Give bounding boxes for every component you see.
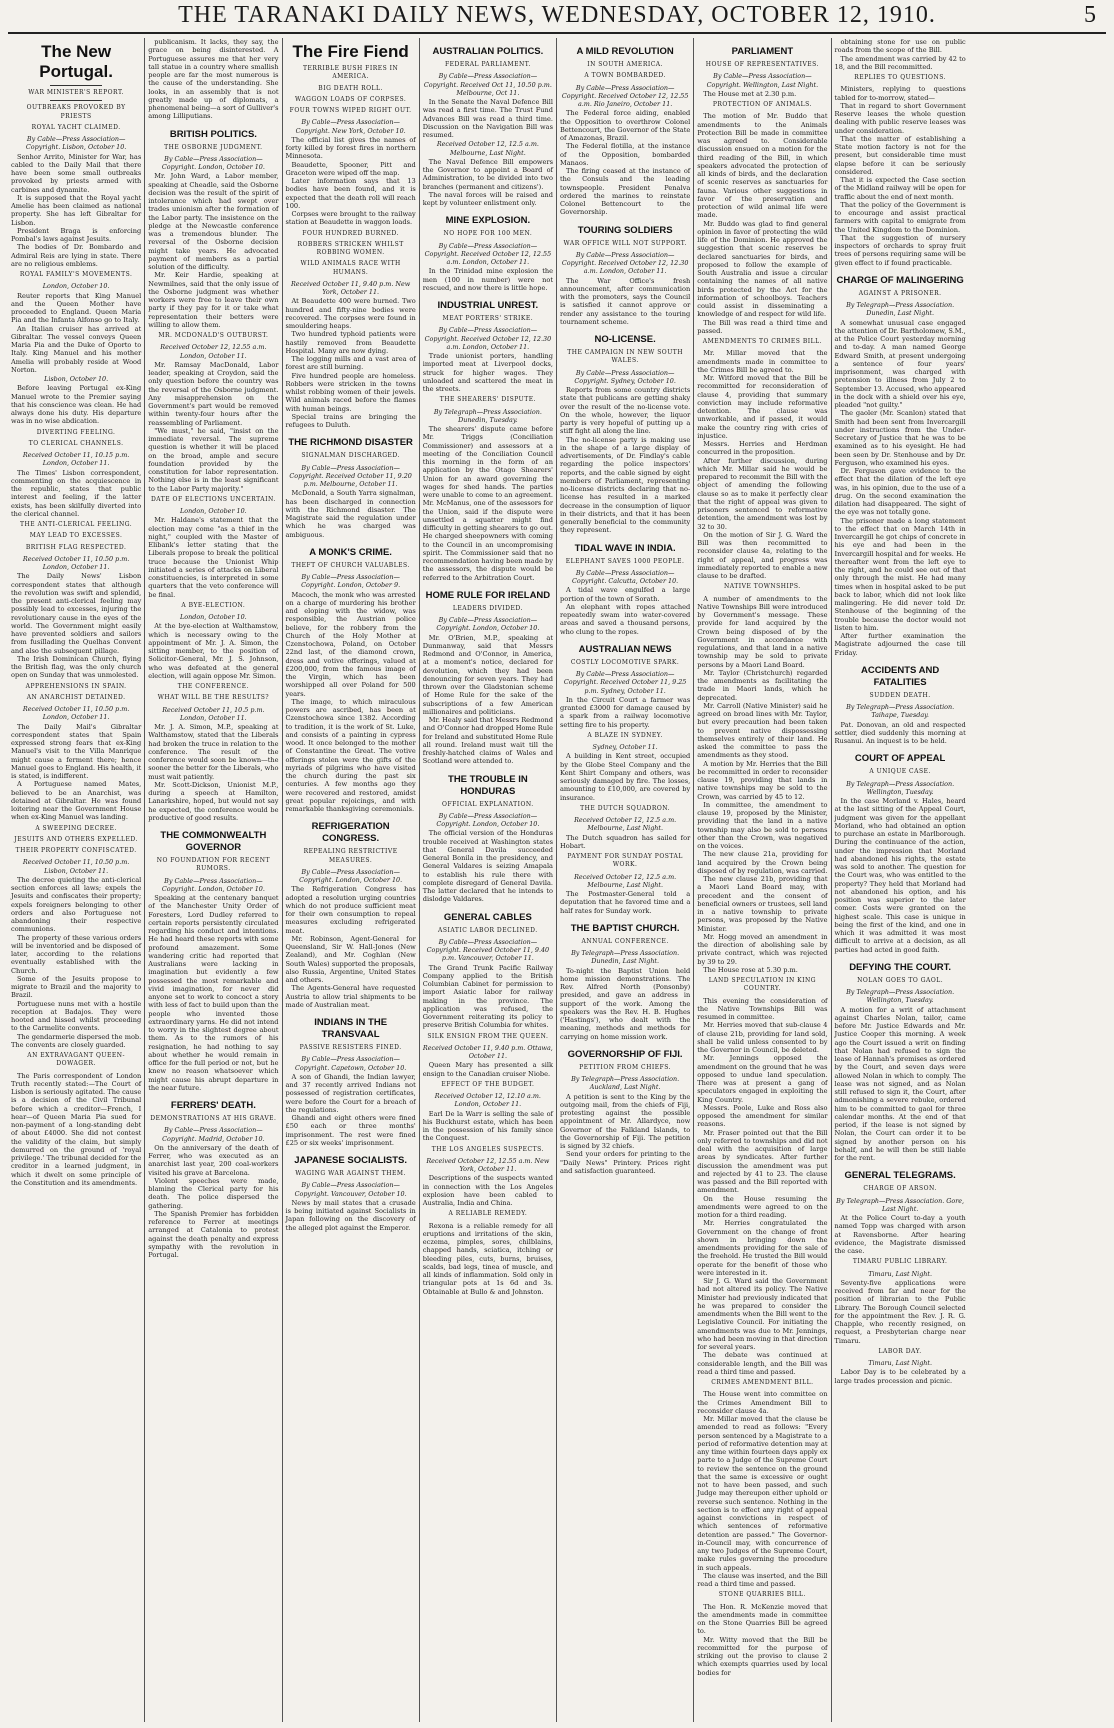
paragraph: Mr. J. A. Simon, M.P., speaking at Walthamstow, stated that the Liberals had broken the truce in relation to the conference. The result of the conference would soon be known—the sooner the better for the Liberals, who must wait patiently. bbox=[148, 723, 279, 781]
subheading: WAR MINISTER'S REPORT. bbox=[28, 89, 124, 96]
dateline: Received October 12, 12.55 a.m. New York, October 11. bbox=[426, 1156, 550, 1173]
paragraph: The logging mills and a vast area of forest are still burning. bbox=[285, 355, 416, 372]
byline: By Cable—Press Association—Copyright. Received October 12, 12.30 a.m. London, October 11. bbox=[561, 250, 689, 276]
paragraph: The Spanish Premier has forbidden reference to Ferrer at meetings arranged at Catalonia to protest against the death penalty and express sympathy with the revolution in Portugal. bbox=[148, 1209, 279, 1259]
subheading: ASIATIC LABOR DECLINED. bbox=[438, 926, 538, 934]
paragraph: Seventy-five applications were received from far and near for the position of librarian to the Public Library. The Borough Council selected for the appointment the Rev. J. R. G. Chapple, who recently resigned, on request, a Presbyterian charge near Timaru. bbox=[834, 1278, 966, 1345]
paragraph: The Postmaster-General told a deputation that he favored time and a half rates for Sunday work. bbox=[560, 890, 691, 915]
subheading: REPLIES TO QUESTIONS. bbox=[854, 74, 947, 81]
paragraph: Senhor Arrito, Minister for War, has cabled to the Daily Mail that there have been some small outbreaks provoked by priests armed with carbines and dynamite. bbox=[11, 152, 142, 194]
subheading: NO FOUNDATION FOR RECENT RUMORS. bbox=[156, 857, 271, 873]
paragraph: "We must," he said, "insist on the immediate reversal. The supreme question is whether it will be placed on the broad, ample and secure foundation provided by the constitution for labor representation. Nothing else is in the least significant to the Labor Party majority." bbox=[148, 426, 279, 493]
byline: By Cable—Press Association—Copyright. Received October 11, 9.40 p.m. Vancouver, October 11. bbox=[426, 937, 550, 963]
headline: A MILD REVOLUTION bbox=[576, 46, 674, 57]
paragraph: Mr. Witford moved that the Bill be recommitted for reconsideration of clause 4, providing that summary conviction may include reformative detention. The clause was unworkable, and if passed, it would make the country ring with cries of injustice. bbox=[697, 374, 828, 440]
paragraph: Mr. Robinson, Agent-General for Queensland, Sir W. Hall-Jones (New Zealand), and Mr. Coghlan (New South Wales) supported the proposals, also Russia, Argentine, United States and others. bbox=[285, 934, 416, 984]
subheading: PAYMENT FOR SUNDAY POSTAL WORK. bbox=[567, 853, 683, 869]
paragraph: Mr. Buddo was glad to find general opinion in favor of protecting the wild life of the Dominion. He approved the suggestion that scenic reserves be declared sanctuaries for birds, and proposed to follow the example of South Australia and issue a circular containing the names of all native birds protected by the Act for the information of schoolboys. Teachers could assist in disseminating a knowledge of and respect for wild life. bbox=[697, 219, 828, 319]
dateline: London, October 10. bbox=[180, 613, 247, 621]
subheading: CHARGE OF ARSON. bbox=[863, 1185, 937, 1193]
subheading: OUTBREAKS PROVOKED BY PRIESTS bbox=[26, 104, 126, 120]
paragraph: Some of the Jesuits propose to migrate to Brazil and the majority to Brazil. bbox=[11, 974, 142, 1000]
dateline: London, October 10. bbox=[42, 282, 110, 291]
subheading: TIMARU PUBLIC LIBRARY. bbox=[852, 1258, 948, 1266]
subheading: NOLAN GOES TO GAOL. bbox=[857, 976, 944, 984]
paragraph: Labor Day is to be celebrated by a large trades procession and picnic. bbox=[834, 1368, 966, 1385]
subheading: LAND SPECULATION IN KING COUNTRY. bbox=[708, 977, 817, 993]
column-2 bbox=[145, 38, 282, 1722]
paragraph: The gaoler (Mr. Scanlon) stated that Smith had been sent from Invercargill under instructions from the Under-Secretary of Justice that he was to be examined as to his eyesight. He had been seen by Dr. Stenhouse and by Dr. Ferguson, who examined his eyes. bbox=[834, 409, 966, 467]
paragraph: The Bill was read a third time and passed. bbox=[697, 318, 828, 335]
paragraph: Dr. Ferguson gave evidence to the effect that the dilation of the left eye was, in his opinion, due to the use of a drug. On the second examination the dilation had disappeared. The sight of the eye was not totally gone. bbox=[834, 467, 966, 517]
paragraph: Ghandi and eight others were fined £50 each or three months' imprisonment. The rest were fined £25 or six weeks' imprisonment. bbox=[285, 1114, 416, 1147]
byline: By Cable—Press Association—Copyright. London, October 10. bbox=[161, 154, 265, 171]
paragraph: An Italian cruiser has arrived at Gibraltar. The vessel conveys Queen Maria Pia and the Duke of Oporto to Italy. King Manuel and his mother Amelia will probably reside at Wood Norton. bbox=[11, 324, 142, 374]
subheading: WAGING WAR AGAINST THEM. bbox=[295, 1170, 406, 1177]
paragraph: A petition is sent to the King by the outgoing mail, from the chiefs of Fiji, protesting against the possible appointment of Mr. Allardyce, now Governor of the Falkland Islands, to the Governorship of Fiji. The petition is signed by 32 chiefs. bbox=[560, 1092, 691, 1150]
headline: THE BAPTIST CHURCH. bbox=[570, 922, 680, 934]
subheading: WAGGON LOADS OF CORPSES. bbox=[294, 95, 407, 103]
subheading: THE DUTCH SQUADRON. bbox=[580, 804, 671, 812]
paragraph: Mr. John Ward, a Labor member, speaking at Cheadle, said the Osborne decision was the result of the spirit of intolerance which had swept over trades unionism after the formation of the Labor party. The insistence on the pledge at the Newcastle conference was a tremendous blunder. The reversal of the Osborne decision might take years. He advocated payment of members as a partial solution of the difficulty. bbox=[148, 172, 279, 271]
subheading: HOUSE OF REPRESENTATIVES. bbox=[705, 61, 819, 68]
byline: By Cable—Press Association—Copyright. New York, October 10. bbox=[295, 118, 406, 135]
headline: TOURING SOLDIERS bbox=[577, 224, 673, 236]
paragraph: Reuter reports that King Manuel and the Queen Mother have proceeded to England. Queen Maria Pia and the Infanta Alfonso go to Italy. bbox=[11, 291, 142, 325]
headline: JAPANESE SOCIALISTS. bbox=[294, 1155, 408, 1166]
byline: By Cable—Press Association—Copyright. Received October 11, 9.25 p.m. Sydney, October 11. bbox=[563, 670, 687, 695]
subheading: ROYAL FAMILY'S MOVEMENTS. bbox=[19, 271, 133, 278]
headline: INDUSTRIAL UNREST. bbox=[437, 300, 539, 311]
subheading: A RELIABLE REMEDY. bbox=[448, 1210, 528, 1218]
subheading: WHAT WILL BE THE RESULTS? bbox=[157, 694, 270, 702]
paragraph: The Paris correspondent of London Truth recently stated:—The Court of Lisbon is seriously agitated. The cause is a decision of the Civil Tribunal before which a creditor—French, I hear—of Queen Maria Pia sued for non-payment of a long-standing debt of about £4000. She did not contest the validity of the claim, but simply demurred on the ground of 'royal privilege.' The tribunal decided for the creditor in a learned judgment, in which it dwelt on some principle of the Constitution and its amendments. bbox=[11, 1071, 142, 1187]
subheading: A UNIQUE CASE. bbox=[869, 768, 931, 776]
dateline: Received October 12, 12.5 a.m. Melbourne, Last Night. bbox=[574, 816, 677, 833]
paragraph: The firing ceased at the instance of the Consuls and the leading townspeople. President Penalva ordered the marines to reinstate Colonel Bettencourt to the Governorship. bbox=[560, 167, 691, 217]
paragraph: Five hundred people are homeless. Robbers were stricken in the towns whilst robbing women of their jewels. Wild animals raced before the flames with human beings. bbox=[285, 371, 416, 413]
paragraph: The property of these various orders will be inventoried and be disposed of later, according to the relations eventually established with the Church. bbox=[11, 933, 142, 975]
paragraph: Mr. Witty moved that the Bill be recommitted for the purpose of striking out the proviso to clause 2 which exempts quarries used by local bodies for bbox=[697, 1635, 828, 1677]
paragraph: Mr. Haldane's statement that the election may come "as a thief in the night," coupled with the Master of Elibank's letter stating that the Liberals propose to break the political truce because the Unionist Whip initiated a series of attacks on Liberal constituencies, is interpreted in some quarters that the veto conference will be final. bbox=[148, 516, 279, 599]
paragraph: To-night the Baptist Union held home mission demonstrations. The Rev. Alfred North (Ponsonby) presided, and gave an address in support of the work. Among the speakers was the Rev. H. B. Hughes ('Hastings'), who dealt with the meaning, methods and methods for carrying on home mission work. bbox=[560, 966, 691, 1041]
paragraph: The Refrigeration Congress has adopted a resolution urging countries which do not produce sufficient meat for their own consumption to repeal measures excluding refrigerated meat. bbox=[285, 885, 416, 935]
subheading: ANNUAL CONFERENCE. bbox=[581, 937, 669, 945]
paragraph: The Federal flotilla, at the instance of the Opposition, bombarded Manaos. bbox=[560, 142, 691, 167]
subheading: COSTLY LOCOMOTIVE SPARK. bbox=[570, 658, 680, 666]
paragraph: That it is expected the Case section of the Midland railway will be open for traffic about the end of next month. bbox=[834, 176, 966, 201]
subheading: ROYAL YACHT CLAIMED. bbox=[31, 123, 121, 131]
column-6 bbox=[694, 38, 831, 1722]
headline: COURT OF APPEAL bbox=[854, 753, 946, 765]
headline: DEFYING THE COURT. bbox=[849, 961, 952, 973]
paragraph: The amendment was carried by 42 to 18, and the Bill recommitted. bbox=[834, 54, 966, 71]
paragraph: Macoch, the monk who was arrested on a charge of murdering his brother and eloping with the widow, was responsible, the Austrian police believe, for the robbery from the Church of the Holy Mother at Czenstochowa, Poland, on October 22nd last, of the diamond crown, dress and votive offerings, valued at £200,000, from the famous image of the Virgin, which has been worshipped all over Poland for 500 years. bbox=[285, 590, 416, 698]
subheading: AN EXTRAVAGANT QUEEN-DOWAGER. bbox=[27, 1052, 125, 1068]
paragraph: Beaudette, Spooner, Pitt and Graceton were wiped off the map. bbox=[285, 160, 416, 177]
paragraph: Reports from some country districts state that publicans are getting shaky over the result of the no-license vote. On the whole, however, the liquor party is very hopeful of putting up a stiff fight all along the line. bbox=[560, 386, 691, 436]
byline: By Telegraph—Press Association. Dunedin, Last Night. bbox=[846, 301, 955, 318]
paragraph: That the suggestion of nursery inspectors of orchards to spray fruit trees of persons requiring same will be given effect to if found practicable. bbox=[834, 233, 966, 267]
subheading: FEDERAL PARLIAMENT. bbox=[444, 61, 531, 68]
paragraph: At the bye-election at Walthamstow, which is necessary owing to the appointment of Mr. J. A. Simon, the sitting member, to the position of Solicitor-General, Mr. J. S. Johnson, who was defeated at the general election, will again oppose Mr. Simon. bbox=[148, 622, 279, 680]
paragraph: Pat. Donovan, an old and respected settler, died suddenly this morning at Rusanui. An inquest is to be held. bbox=[834, 720, 966, 745]
subheading: IN SOUTH AMERICA. bbox=[587, 61, 664, 68]
dateline: London, October 10. bbox=[180, 507, 247, 515]
subheading: A BLAZE IN SYDNEY. bbox=[587, 731, 663, 739]
subheading: FOUR TOWNS WIPED RIGHT OUT. bbox=[289, 107, 412, 114]
dateline: Timaru, Last Night. bbox=[868, 1359, 933, 1367]
subheading: A SWEEPING DECREE. bbox=[35, 824, 117, 832]
subheading: WAR OFFICE WILL NOT SUPPORT. bbox=[563, 239, 687, 247]
byline: By Cable—Press Association—Copyright. Capetown, October 10. bbox=[294, 1055, 407, 1072]
page-number: 5 bbox=[1084, 2, 1096, 28]
paragraph: An elephant with ropes attached repeatedly swam into water-covered areas and saved a thousand persons, who clung to the ropes. bbox=[560, 602, 691, 636]
headline: FERRERS' DEATH. bbox=[170, 1100, 256, 1111]
subheading: DIVERTING FEELING. bbox=[36, 428, 116, 436]
subheading: TERRIBLE BUSH FIRES IN AMERICA. bbox=[302, 65, 399, 81]
headline: HOME RULE FOR IRELAND bbox=[425, 589, 551, 601]
paragraph: After further discussion, during which Mr. Millar said he would be prepared to recommit the Bill with the object of amending the following clause so as to make it perfectly clear that the right of appeal was given to prisoners sentenced to reformative detention, the amendment was lost by 32 to 30. bbox=[697, 456, 828, 531]
paragraph: A motion by Mr. Herries that the Bill be recommitted in order to reconsider clause 19, providing that lands in native townships may be sold to the Crown, was carried by 45 to 12. bbox=[697, 759, 828, 801]
byline: By Cable—Press Association—Copyright. Received October 12, 12.30 a.m. London, October 11. bbox=[424, 326, 552, 351]
column-4 bbox=[420, 38, 557, 1722]
subheading: THE CONFERENCE. bbox=[177, 683, 250, 690]
byline: By Cable—Press Association—Copyright. Received October 11, 9.20 p.m. Melbourne, October 11. bbox=[289, 463, 412, 488]
paragraph: Queen Mary has presented a silk ensign to the Canadian cruiser Niobe. bbox=[422, 1061, 553, 1078]
subheading: BRITISH FLAG RESPECTED. bbox=[25, 543, 127, 551]
column-3 bbox=[283, 38, 420, 1722]
byline: By Telegraph—Press Association. Auckland, Last Night. bbox=[571, 1075, 680, 1092]
paragraph: Mr. Hogg moved an amendment in the direction of abolishing sale by private contract, which was rejected by 39 to 29. bbox=[697, 932, 828, 966]
paragraph: The Agents-General have requested Austria to allow trial shipments to be made of Australian meat. bbox=[285, 984, 416, 1009]
subheading: LABOR DAY. bbox=[878, 1347, 922, 1355]
byline: By Cable—Press Association—Copyright. Received October 12, 12.55 a.m. Rio Janeiro, October 11. bbox=[561, 83, 689, 108]
headline: PARLIAMENT bbox=[731, 46, 794, 57]
paragraph: Mr. O'Brien, M.P., speaking at Dunmanway, said that Messrs Redmond and O'Connor, in America, at a moment's notice, declared for devolution, which they had been denouncing for seven years. They had thrown over the Gladstonian scheme of Home Rule for the sake of the subscriptions of a few American millionaires and politicians. bbox=[422, 633, 553, 716]
paragraph: The Daily News' Lisbon correspondent states that although the revolution was swift and splendid, the present anti-clerical feeling may possibly lead to excesses, injuring the revolutionary cause in the eyes of the world. The Government might easily have prevented soldiers and sailors from fusillading the Quelhas Convent and also the subsequent pillage. bbox=[11, 572, 142, 655]
paragraph: Ministers, replying to questions tabled for to-morrow, stated— bbox=[834, 85, 966, 102]
subheading: SIGNALMAN DISCHARGED. bbox=[301, 452, 400, 460]
paragraph: Descriptions of the suspects wanted in connection with the Los Angeles explosion have been cabled to Australia, India and China. bbox=[422, 1174, 553, 1207]
subheading: NATIVE TOWNSHIPS. bbox=[724, 583, 801, 591]
paragraph: At the Police Court to-day a youth named Topp was charged with arson at Ravensborne. After hearing evidence, the Magistrate dismissed the case. bbox=[834, 1214, 966, 1255]
headline: NO-LICENSE. bbox=[594, 334, 656, 345]
paragraph: In the case Morland v. Hales, heard at the last sitting of the Appeal Court, judgment was given for the appellant Morland, who had obtained an option to purchase an estate in Marlborough. During the continuance of the action, under the impression that Morland had abandoned his rights, the estate was sold to another. The question for the Court was, who was entitled to the property? They held that Morland had not abandoned his option, and his position was superior to the later comer. Costs were granted on the highest scale. This case is unique in being the first of the kind, and one in which it was admitted it was most difficult to arrive at a decision, as all parties had acted in good faith. bbox=[834, 797, 966, 954]
dateline: Received October 12, 12.55 a.m. London, October 11. bbox=[160, 343, 267, 360]
headline: CHARGE OF MALINGERING bbox=[836, 274, 964, 286]
headline: BRITISH POLITICS. bbox=[169, 128, 257, 140]
masthead bbox=[8, 0, 1106, 34]
subheading: A BYE-ELECTION. bbox=[181, 601, 246, 609]
paragraph: The motion of Mr. Buddo that amendments to the Animals Protection Bill be made in committee was agreed to. Considerable discussion ensued on a motion for the third reading of the Bill, in which speakers advocated the protection of all kinds of birds, and the declaration of scenic reserves as sanctuaries for fauna. Various other suggestions in favor of the preservation and protection of wild animal life were made. bbox=[697, 112, 828, 220]
paragraph: Mr. Healy said that Messrs Redmond and O'Connor had dropped Home Rule for Ireland and substituted Home Rule all round. Ireland must wait till the freshly-hatched claims of Wales and Scotland were attended to. bbox=[422, 716, 553, 766]
subheading: A TOWN BOMBARDED. bbox=[584, 72, 666, 80]
column-5 bbox=[557, 38, 694, 1722]
paragraph: Portuguese nuns met with a hostile reception at Badajos. They were hooted and hissed whilst proceeding to the Carmelite convents. bbox=[11, 999, 142, 1033]
paragraph: The new clause 21a, providing for land acquired by the Crown being disposed of by regulation, was carried. bbox=[697, 850, 828, 875]
byline: By Cable—Press Association—Copyright. Wellington, Last Night. bbox=[706, 72, 819, 89]
paragraph: In the Senate the Naval Defence Bill was read a first time. The Trust Fund Advances Bill was read a third time. Discussion on the Navigation Bill was resumed. bbox=[422, 98, 553, 139]
byline: By Cable—Press Association—Copyright. Vancouver, October 10. bbox=[294, 1181, 407, 1198]
subheading: DATE OF ELECTIONS UNCERTAIN. bbox=[150, 495, 276, 503]
paragraph: Send your orders for printing to the "Daily News" Printery. Prices right and satisfaction guaranteed. bbox=[560, 1150, 691, 1175]
paragraph: That in regard to short Government Reserve leases the whole question dealing with public reserve leases was under consideration. bbox=[834, 101, 966, 135]
paragraph: Mr. Herries congratulated the Government on the change of front shown in bringing down the amendments providing for the sale of the freehold. He trusted the Bill would operate for the benefit of those who were interested in it. bbox=[697, 1219, 828, 1277]
paragraph: Mr. Carroll (Native Minister) said he agreed on broad lines with Mr. Taylor, but every precaution had been taken to prevent native dispossessing themselves entirely of their land. He asked the committee to pass the amendments as they stood. bbox=[697, 701, 828, 760]
paragraph: The Irish Dominican Church, flying the British flag, was the only church open on Sunday that was unmolested. bbox=[11, 654, 142, 680]
paragraph: Mr. Keir Hardie, speaking at Newmilnes, said that the only issue of the Osborne judgment was whether workers were free to leave their own party if they pay for it or take what representation their betters were willing to allow them. bbox=[148, 271, 279, 329]
paragraph: The official version of the Honduras trouble received at Washington states that General Davila succeeded General Bonila in the presidency, and General Valdares is seizing Amapala to establish his rule there with complete disregard of General Davila. The latter declared that he intends to dislodge Valdares. bbox=[422, 829, 553, 904]
subheading: CRIMES AMENDMENT BILL. bbox=[711, 1379, 814, 1386]
dateline: Received October 11, 9.40 p.m. Ottawa, October 11. bbox=[422, 1043, 553, 1060]
subheading: APPREHENSIONS IN SPAIN. bbox=[25, 682, 127, 690]
paragraph: The gendarmerie dispersed the mob. The convents are closely guarded. bbox=[11, 1032, 142, 1049]
paragraph: It is supposed that the Royal yacht Amelie has been claimed as national property. She has left Gibraltar for Lisbon. bbox=[11, 193, 142, 227]
paragraph: The official list gives the names of forty killed by forest fires in northern Minnesota. bbox=[285, 135, 416, 161]
subheading: TO CLERICAL CHANNELS. bbox=[28, 439, 124, 447]
subheading: AMENDMENTS TO CRIMES BILL. bbox=[702, 338, 822, 345]
subheading: PROTECTION OF ANIMALS. bbox=[712, 101, 812, 108]
paragraph: Messrs. Herries and Herdman concurred in the proposition. bbox=[697, 440, 828, 457]
paragraph: Later information says that 13 bodies have been found, and it is expected that the death roll will reach 100. bbox=[285, 177, 416, 210]
dateline: Received October 12, 12.5 a.m. Melbourne, Last Night. bbox=[436, 140, 539, 157]
newspaper-title: THE TARANAKI DAILY NEWS, WEDNESDAY, OCTOBER 12, 1910. bbox=[178, 2, 936, 28]
subheading: STONE QUARRIES BILL. bbox=[718, 1591, 806, 1599]
paragraph: The decree quieting the anti-clerical section enforces all laws; expels the Jesuits and confiscates their property; expels foreigners belonging to other orders and also Portuguese not abandoning their respective communions. bbox=[11, 875, 142, 934]
byline: By Telegraph—Press Association. Dunedin, Last Night. bbox=[571, 949, 680, 966]
byline: By Telegraph—Press Association. Wellington, Tuesday. bbox=[846, 988, 955, 1005]
byline: By Cable—Press Association—Copyright. London, October 10. bbox=[299, 867, 403, 884]
byline: By Cable—Press Association—Copyright. London, October 10. bbox=[436, 616, 540, 633]
paragraph: Speaking at the centenary banquet of the Manchester Unity Order of Foresters, Lord Dudley referred to certain reports persistently circulated regarding his conduct and intentions. He had heard these reports with some profound amazement. Some wandering critic had reported that Australians were lacking in imagination but evidently a few possessed the most remarkable and vivid imagination, for never did anyone set to work to concoct a story with less of fact to build upon than the people who invented those extraordinary yarns. He did not intend to worry in the slightest degree about them. As to the rumors of his resignation, he had nothing to say about whether he would remain in office for the full period or not, but he knew no reason whatsoever which might cause his abrupt departure in the near future. bbox=[148, 894, 279, 1092]
subheading: SUDDEN DEATH. bbox=[869, 691, 931, 699]
headline: ACCIDENTS AND FATALITIES bbox=[860, 664, 940, 688]
paragraph: A son of Ghandi, the Indian lawyer, and 37 recently arrived Indians not possessed of registration certificates, were before the Court for a breach of the regulations. bbox=[285, 1072, 416, 1114]
column-1 bbox=[8, 38, 145, 1722]
paragraph: The no-license party is making use in the shape of a large display of advertisements, of Dr. Findlay's cable regarding the police inspectors' reports, and the cable signed by eight members of Parliament, representing no-license districts declaring that no-license has resulted in a marked decrease in the consumption of liquor in their districts, and that it has been generally beneficial to the community they represent. bbox=[560, 435, 691, 535]
paragraph: Trade unionist porters, handling imported meat at Liverpool docks, struck for higher wages. They unloaded and scattered the meat in the streets. bbox=[422, 352, 553, 393]
byline: By Cable—Press Association—Copyright. Calcutta, October 10. bbox=[572, 568, 679, 585]
paragraph: After further examination the Magistrate adjourned the case till Friday. bbox=[834, 632, 966, 657]
byline: By Cable—Press Association—Copyright. Lisbon, October 10. bbox=[25, 135, 127, 152]
subheading: THE ANTI-CLERICAL FEELING. bbox=[20, 521, 133, 528]
subheading: NO HOPE FOR 100 MEN. bbox=[443, 230, 533, 238]
byline: By Telegraph—Press Association. Gore, Last Night. bbox=[836, 1196, 965, 1213]
dateline: Sydney, October 11. bbox=[592, 743, 658, 751]
dateline: Received October 11, 10.50 p.m. Lisbon, October 11. bbox=[22, 858, 130, 875]
headline: The New Portugal. bbox=[39, 42, 113, 81]
paragraph: A number of amendments to the Native Townships Bill were introduced by Government's message. These provide for land acquired by the Crown being disposed of by the Government in accordance with regulations, and that land in a native township may be sold to private persons by a Maori Land Board. bbox=[697, 594, 828, 669]
paragraph: Special trains are bringing the refugees to Duluth. bbox=[285, 412, 416, 429]
paragraph: The prisoner made a long statement to the effect that on March 14th in Invercargill he got chips of concrete in his eye and had been in the Invercargill hospital and for weeks. He thereafter went from the left eye to the right, and he could see out of that only through the mist. He had many times when in hospital asked to be put back to labor, which did not look like malingering. He did never told Dr. Stenhouse of the beginning of the trouble because the doctor would not listen to him. bbox=[834, 516, 966, 632]
subheading: WILD ANIMALS RACE WITH HUMANS. bbox=[300, 260, 401, 276]
paragraph: The clause was inserted, and the Bill read a third time and passed. bbox=[697, 1571, 828, 1588]
subheading: AGAINST A PRISONER. bbox=[858, 289, 942, 297]
dateline: Received October 12, 12.5 a.m. Melbourne, Last Night. bbox=[574, 872, 677, 889]
headline: TIDAL WAVE IN INDIA. bbox=[574, 542, 676, 554]
paragraph: A Portuguese named Mates, believed to be an Anarchist, was detained at Gibraltar. He was found loitering near the Government House when ex-King Manuel was landing. bbox=[11, 780, 142, 822]
subheading: ELEPHANT SAVES 1000 PEOPLE. bbox=[565, 557, 685, 565]
paragraph: Two hundred typhoid patients were hastily removed from Beaudette Hospital. Many are now dying. bbox=[285, 330, 416, 355]
headline: GENERAL TELEGRAMS. bbox=[844, 1170, 956, 1182]
headline: GOVERNORSHIP OF FIJI. bbox=[567, 1048, 683, 1060]
subheading: BIG DEATH ROLL. bbox=[318, 84, 383, 92]
subheading: AN ANARCHIST DETAINED. bbox=[26, 693, 126, 701]
paragraph: The House went into committee on the Crimes Amendment Bill to reconsider clause 4a. bbox=[697, 1390, 828, 1415]
paragraph: Mr. Scott-Dickson, Unionist M.P., during a speech at Hamilton, Lanarkshire, hoped, but would not say he expected, the conference would be productive of good results. bbox=[148, 780, 279, 822]
dateline: Lisbon, October 10. bbox=[44, 375, 109, 383]
paragraph: At Beaudette 400 were burned. Two hundred and fifty-nine bodies were recovered. The corpses were found in smouldering heaps. bbox=[285, 297, 416, 330]
dateline: Received October 11, 10.50 p.m. London, October 11. bbox=[22, 705, 130, 722]
subheading: REPEALING RESTRICTIVE MEASURES. bbox=[303, 848, 398, 864]
headline: The Fire Fiend bbox=[292, 42, 409, 61]
paragraph: On the anniversary of the death of Ferrer, who was executed as an anarchist last year, 200 coal-workers visited his grave at Barcelona. bbox=[148, 1143, 279, 1177]
headline: THE COMMONWEALTH GOVERNOR bbox=[160, 830, 267, 853]
paragraph: That the matter of establishing a State motion factory is not for the present, but considerable time must elapse before it can be seriously considered. bbox=[834, 134, 966, 176]
subheading: OFFICIAL EXPLANATION. bbox=[442, 800, 534, 808]
subheading: MAY LEAD TO EXCESSES. bbox=[29, 532, 123, 540]
paragraph: Mr. Millar moved that the clause be amended to read as follows: "Every person sentenced by a Magistrate to a period of reformative detention may at any time within fourteen days apply ex parte to a Judge of the Supreme Court to review the sentence on the ground that the same is excessive or ought not to have been passed, and such Judge may thereupon either uphold or reverse such sentence. Nothing in the section is to effect any right of appeal against convictions in respect of which sentences of reformative detention are passed." The Governor-in-Council may, with concurrence of any two Judges of the Supreme Court, make rules governing the procedure in such appeals. bbox=[697, 1415, 828, 1572]
paragraph: On the House resuming the amendments were agreed to on the motion for a third reading. bbox=[697, 1194, 828, 1219]
subheading: EFFECT OF THE BUDGET. bbox=[441, 1080, 535, 1088]
paragraph: obtaining stone for use on public roads from the scope of the Bill. bbox=[834, 38, 966, 55]
byline: By Cable—Press Association—Copyright. London, October 9. bbox=[301, 573, 401, 590]
paragraph: The debate was continued at considerable length, and the Bill was read a third time and passed. bbox=[697, 1351, 828, 1376]
subheading: ROBBERS STRICKEN WHILST ROBBING WOMEN. bbox=[297, 240, 404, 256]
byline: By Telegraph—Press Association. Taihape, Tuesday. bbox=[846, 703, 955, 720]
newspaper-columns bbox=[8, 38, 1106, 1722]
paragraph: Mr. Millar moved that the amendments made in committee to the Crimes Bill be agreed to. bbox=[697, 349, 828, 374]
paragraph: Mr. Taylor (Christchurch) regarded the amendments as facilitating the trade in Maori lands, which he deprecated. bbox=[697, 668, 828, 702]
subheading: JESUITS AND OTHERS EXPELLED. bbox=[14, 835, 138, 843]
subheading: THE LOS ANGELES SUSPECTS. bbox=[431, 1145, 544, 1153]
paragraph: The bodies of Dr. Bombardo and Admiral Reis are lying in state. There are no religious emblems. bbox=[11, 243, 142, 268]
paragraph: President Braga is enforcing Pombal's laws against Jesuits. bbox=[11, 226, 142, 243]
headline: MINE EXPLOSION. bbox=[445, 215, 531, 227]
paragraph: The War Office's fresh announcement, after communication with the promoters, says the Council is satisfied it cannot approve or render any assistance to the touring tournament scheme. bbox=[560, 276, 691, 326]
dateline: Received October 12, 12.10 a.m. London, October 11. bbox=[434, 1092, 541, 1109]
paragraph: Violent speeches were made, blaming the Clerical party for his death. The police dispersed the gathering. bbox=[148, 1176, 279, 1210]
subheading: THEFT OF CHURCH VALUABLES. bbox=[291, 561, 410, 569]
headline: THE RICHMOND DISASTER bbox=[288, 437, 413, 449]
subheading: PASSIVE RESISTERS FINED. bbox=[299, 1044, 402, 1051]
byline: By Telegraph—Press Association. Wellington, Tuesday. bbox=[846, 779, 955, 796]
byline: By Cable—Press Association—Copyright. London, October 10. bbox=[161, 876, 265, 893]
byline: By Cable—Press Association—Copyright. London, October 10. bbox=[436, 811, 540, 828]
paragraph: The shearers' dispute came before Mr. Triggs (Conciliation Commissioner) and assessors at a meeting of the Conciliation Council this morning in the form of an application by the Otago Shearers' Union for an award governing the wages for shed hands. The parties were unable to come to an agreement. Mr. McManus, one of the assessors for the Union, said if the dispute were unsettled a squatter might find difficulty in getting shearers to go out. He charged sheepowners with coming to the Council in an uncompromising spirit. The Commissioner said that no recommendation having been made by the assessors, the dispute would be referred to the Arbitration Court. bbox=[422, 425, 553, 582]
dateline: Received October 11, 10.15 p.m. London, October 11. bbox=[22, 451, 130, 468]
paragraph: A tidal wave engulfed a large portion of the town of Sorath. bbox=[560, 586, 691, 603]
paragraph: The Naval Defence Bill empowers the Governor to appoint a Board of Administration, to be divided into two branches (permanent and citizens'). bbox=[422, 157, 553, 191]
byline: By Telegraph—Press Association. Dunedin, Tuesday. bbox=[433, 407, 542, 424]
paragraph: Mr. Fraser pointed out that the Bill only referred to townships and did not deal with the acquisition of large areas by syndicates. After further discussion the amendment was put and rejected by 41 to 23. The clause was passed and the Bill reported with amendment. bbox=[697, 1128, 828, 1195]
subheading: LEADERS DIVIDED. bbox=[452, 604, 523, 612]
paragraph: A motion for a writ of attachment against Charles Nolan, tailor, came before Mr. Justice Edwards and Mr. Justice Cooper this morning. A week ago the Court issued a writ on finding that Nolan had refused to sign the lease of Hannah's premises as ordered by the Court, and seven days were allowed Nolan in which to comply. The lease was not signed, and as Nolan still refused to sign it, the Court, after admonishing a severe rebuke, ordered him to be committed to gaol for three calendar months. At the end of that period, if the lease is not signed by Nolan, the Court can order it to be signed by another person on his behalf, and he will then be still liable for the rent. bbox=[834, 1005, 966, 1162]
subheading: THE OSBORNE JUDGMENT. bbox=[164, 143, 263, 151]
headline: GENERAL CABLES bbox=[443, 911, 532, 923]
paragraph: publicanism. It lacks, they say, the grace on being disinterested. A Portuguese assures me that her very tall statue in a country where smallish people are far the most numerous is the cause of the understanding. She looks, in an assembly that is not greatly made up of diplomats, a phenomenal being—a sort of Gulliver's among Lilliputians. bbox=[148, 38, 279, 121]
paragraph: That the policy of the Government is to encourage and assist practical farmers with capital to emigrate from the United Kingdom to the Dominion. bbox=[834, 200, 966, 234]
headline: THE TROUBLE IN HONDURAS bbox=[448, 773, 528, 797]
subheading: THEIR PROPERTY CONFISCATED. bbox=[15, 847, 137, 854]
subheading: THE SHEARERS' DISPUTE. bbox=[439, 396, 536, 404]
paragraph: The Hon. R. McKenzie moved that the amendments made in committee on the Stone Quarries Bill be agreed to. bbox=[697, 1602, 828, 1636]
headline: A MONK'S CRIME. bbox=[309, 546, 392, 558]
headline: AUSTRALIAN NEWS bbox=[578, 643, 672, 655]
subheading: MR. MCDONALD'S OUTBURST. bbox=[158, 332, 269, 339]
subheading: DEMONSTRATIONS AT HIS GRAVE. bbox=[150, 1115, 277, 1122]
paragraph: The Dutch squadron has sailed for Hobart. bbox=[560, 833, 691, 850]
divider bbox=[50, 85, 102, 86]
subheading: PETITION FROM CHIEFS. bbox=[579, 1063, 672, 1071]
paragraph: The Grand Trunk Pacific Railway Company applied to the British Columbian Cabinet for permission to import Asiatic labor for railway making in the province. The application was refused, the Government reiterating its policy to preserve British Columbia for whites. bbox=[422, 963, 553, 1030]
paragraph: Mr. Jennings opposed the amendment on the ground that he was opposed to undue land speculation. There was at present a gang of speculators engaged in exploiting the King Country. bbox=[697, 1054, 828, 1104]
paragraph: In the Trinidad mine explosion the men (100 in number) were not rescued, and now there is little hope. bbox=[422, 267, 553, 292]
paragraph: Earl De la Warr is selling the sale of his Buckhurst estate, which has been in the possession of his family since the Conquest. bbox=[422, 1109, 553, 1143]
paragraph: Corpses were brought to the railway station at Beaudette in waggon loads. bbox=[285, 210, 416, 227]
paragraph: Mr. Ramsay MacDonald, Labor leader, speaking at Croydon, said the only question before the country was the reversal of the Osborne judgment. Any misapprehension on the Government's part would be removed within twenty-four hours after the reassembling of Parliament. bbox=[148, 360, 279, 427]
paragraph: Before leaving Portugal ex-King Manuel wrote to the Premier saying that his conscience was clean. He had always done his duty. His departure was in no wise abdication. bbox=[11, 384, 142, 426]
byline: By Cable—Press Association—Copyright. Received Oct 11, 10.50 p.m. Melbourne, Oct 11. bbox=[423, 72, 552, 97]
headline: REFRIGERATION CONGRESS. bbox=[311, 821, 390, 845]
paragraph: Sir J. G. Ward said the Government had not altered its policy. The Native Minister had previously indicated that he was prepared to consider the amendments when the Bill went to the Legislative Council. For initiating the amendments was due to Mr. Jennings, who had been moving in that direction for several years. bbox=[697, 1277, 828, 1351]
paragraph: A somewhat unusual case engaged the attention of Dr. Bartholomew, S.M., at the Police Court yesterday morning and to-day. A man named George Edward Smith, at present undergoing a sentence of four years' imprisonment, was charged with pretension to illness from July 2 to September 13. Accused, who appeared in the dock with a shield over his eye, pleaded "not guilty." bbox=[834, 318, 966, 409]
paragraph: The Times' Lisbon correspondent, commenting on the acquiescence in the republic, states that public interest and feeling, if the latter exists, has been skilfully diverted into the clerical channel. bbox=[11, 468, 142, 518]
dateline: Received October 11, 10.5 p.m. London, October 11. bbox=[162, 705, 265, 722]
paragraph: In the Circuit Court a farmer was granted £3000 for damage caused by a spark from a railway locomotive setting fire to his property. bbox=[560, 695, 691, 729]
byline: By Cable—Press Association—Copyright. Madrid, October 10. bbox=[162, 1126, 265, 1143]
dateline: Received October 11, 10.50 p.m. London, October 11. bbox=[22, 554, 130, 571]
paragraph: In committee, the amendment to clause 19, proposed by the Minister, providing that the land in a native township may also be sold to persons other than the Crown, was negatived on the voices. bbox=[697, 800, 828, 850]
paragraph: News by mail states that a crusade is being initiated against Socialists in Japan following on the discovery of the alleged plot against the Emperor. bbox=[285, 1198, 416, 1232]
paragraph: The House met at 2.30 p.m. bbox=[703, 89, 797, 98]
paragraph: The naval forces will be raised and kept by volunteer enlistment only. bbox=[422, 190, 553, 207]
paragraph: McDonald, a South Yarra signalman, has been discharged in connection with the Richmond disaster. The Magistrate said the regulation under which he was charged was ambiguous. bbox=[285, 489, 416, 539]
paragraph: The Federal force aiding, enabled the Opposition to overthrow Colonel Bettencourt, the Governor of the State of Amazonas, Brazil. bbox=[560, 109, 691, 142]
paragraph: The House rose at 5.30 p.m. bbox=[703, 965, 798, 974]
column-7 bbox=[832, 38, 969, 1722]
dateline: Received October 11, 9.40 p.m. New York, October 11. bbox=[290, 279, 411, 296]
subheading: FOUR HUNDRED BURNED. bbox=[302, 229, 399, 237]
paragraph: A building in Kent street, occupied by the Globe Steel Company and the Kent Shirt Company and others, was seriously damaged by fire. The losses, amounting to £10,000, are covered by insurance. bbox=[560, 752, 691, 802]
paragraph: This evening the consideration of the Native Townships Bill was resumed in committee. bbox=[697, 996, 828, 1021]
paragraph: The image, to which miraculous powers are ascribed, has been at Czenstochowa since 1382. According to tradition, it is the work of St. Luke, and consists of a painting in cypress wood. It once belonged to the mother of Constantine the Great. The votive offerings stolen were the gifts of the myriads of pilgrims who have visited the church during the past six centuries. A few months ago they were recovered and restored, amidst great popular rejoicings, and with remarkable thanksgiving ceremonials. bbox=[285, 697, 416, 813]
headline: AUSTRALIAN POLITICS. bbox=[432, 46, 544, 57]
subheading: MEAT PORTERS' STRIKE. bbox=[442, 315, 534, 322]
divider bbox=[50, 100, 102, 101]
paragraph: On the motion of Sir J. G. Ward the Bill was then recommitted to reconsider clause 4a, relating to the right of appeal, and progress was immediately reported to enable a new clause to be drafted. bbox=[697, 530, 828, 580]
byline: By Cable—Press Association—Copyright. Received October 12, 12.55 a.m. London, October 11. bbox=[424, 241, 552, 266]
subheading: SILK ENSIGN FROM THE QUEEN. bbox=[427, 1032, 549, 1040]
paragraph: Rexona is a reliable remedy for all eruptions and irritations of the skin, eczema, pimples, sores, chilblains, chapped hands, sciatica, itching or bleeding piles, cuts, burns, bruises, scalds, bad legs, tinea of muscle, and all kinds of inflammation. Sold only in triangular pots at 1s 6d and 3s. Obtainable at Bullo & and Johnston. bbox=[422, 1221, 553, 1296]
headline: INDIANS IN THE TRANSVAAL bbox=[314, 1017, 388, 1040]
paragraph: The Daily Mail's Gibraltar correspondent states that Spain expressed strong fears that ex-King Manuel's visit to the Villa Manrique might cause a ferment there; hence Manuel goes to England. His health, it is stated, is indifferent. bbox=[11, 722, 142, 780]
byline: By Cable—Press Association—Copyright. Sydney, October 10. bbox=[574, 368, 676, 385]
subheading: THE CAMPAIGN IN NEW SOUTH WALES. bbox=[567, 349, 684, 365]
paragraph: Messrs. Poole, Luke and Ross also opposed the amendment for similar reasons. bbox=[697, 1103, 828, 1129]
paragraph: Mr. Herries moved that sub-clause 4 of clause 21b, providing for land sold, shall be valid unless consented to by the Governor in Council, be deleted. bbox=[697, 1021, 828, 1054]
dateline: Timaru, Last Night. bbox=[868, 1269, 933, 1278]
paragraph: The new clause 21b, providing that a Maori Land Board may, with precedent and the consent of beneficial owners or trustees, sell land in a native township to private persons, was proposed by the Native Minister. bbox=[697, 875, 828, 933]
